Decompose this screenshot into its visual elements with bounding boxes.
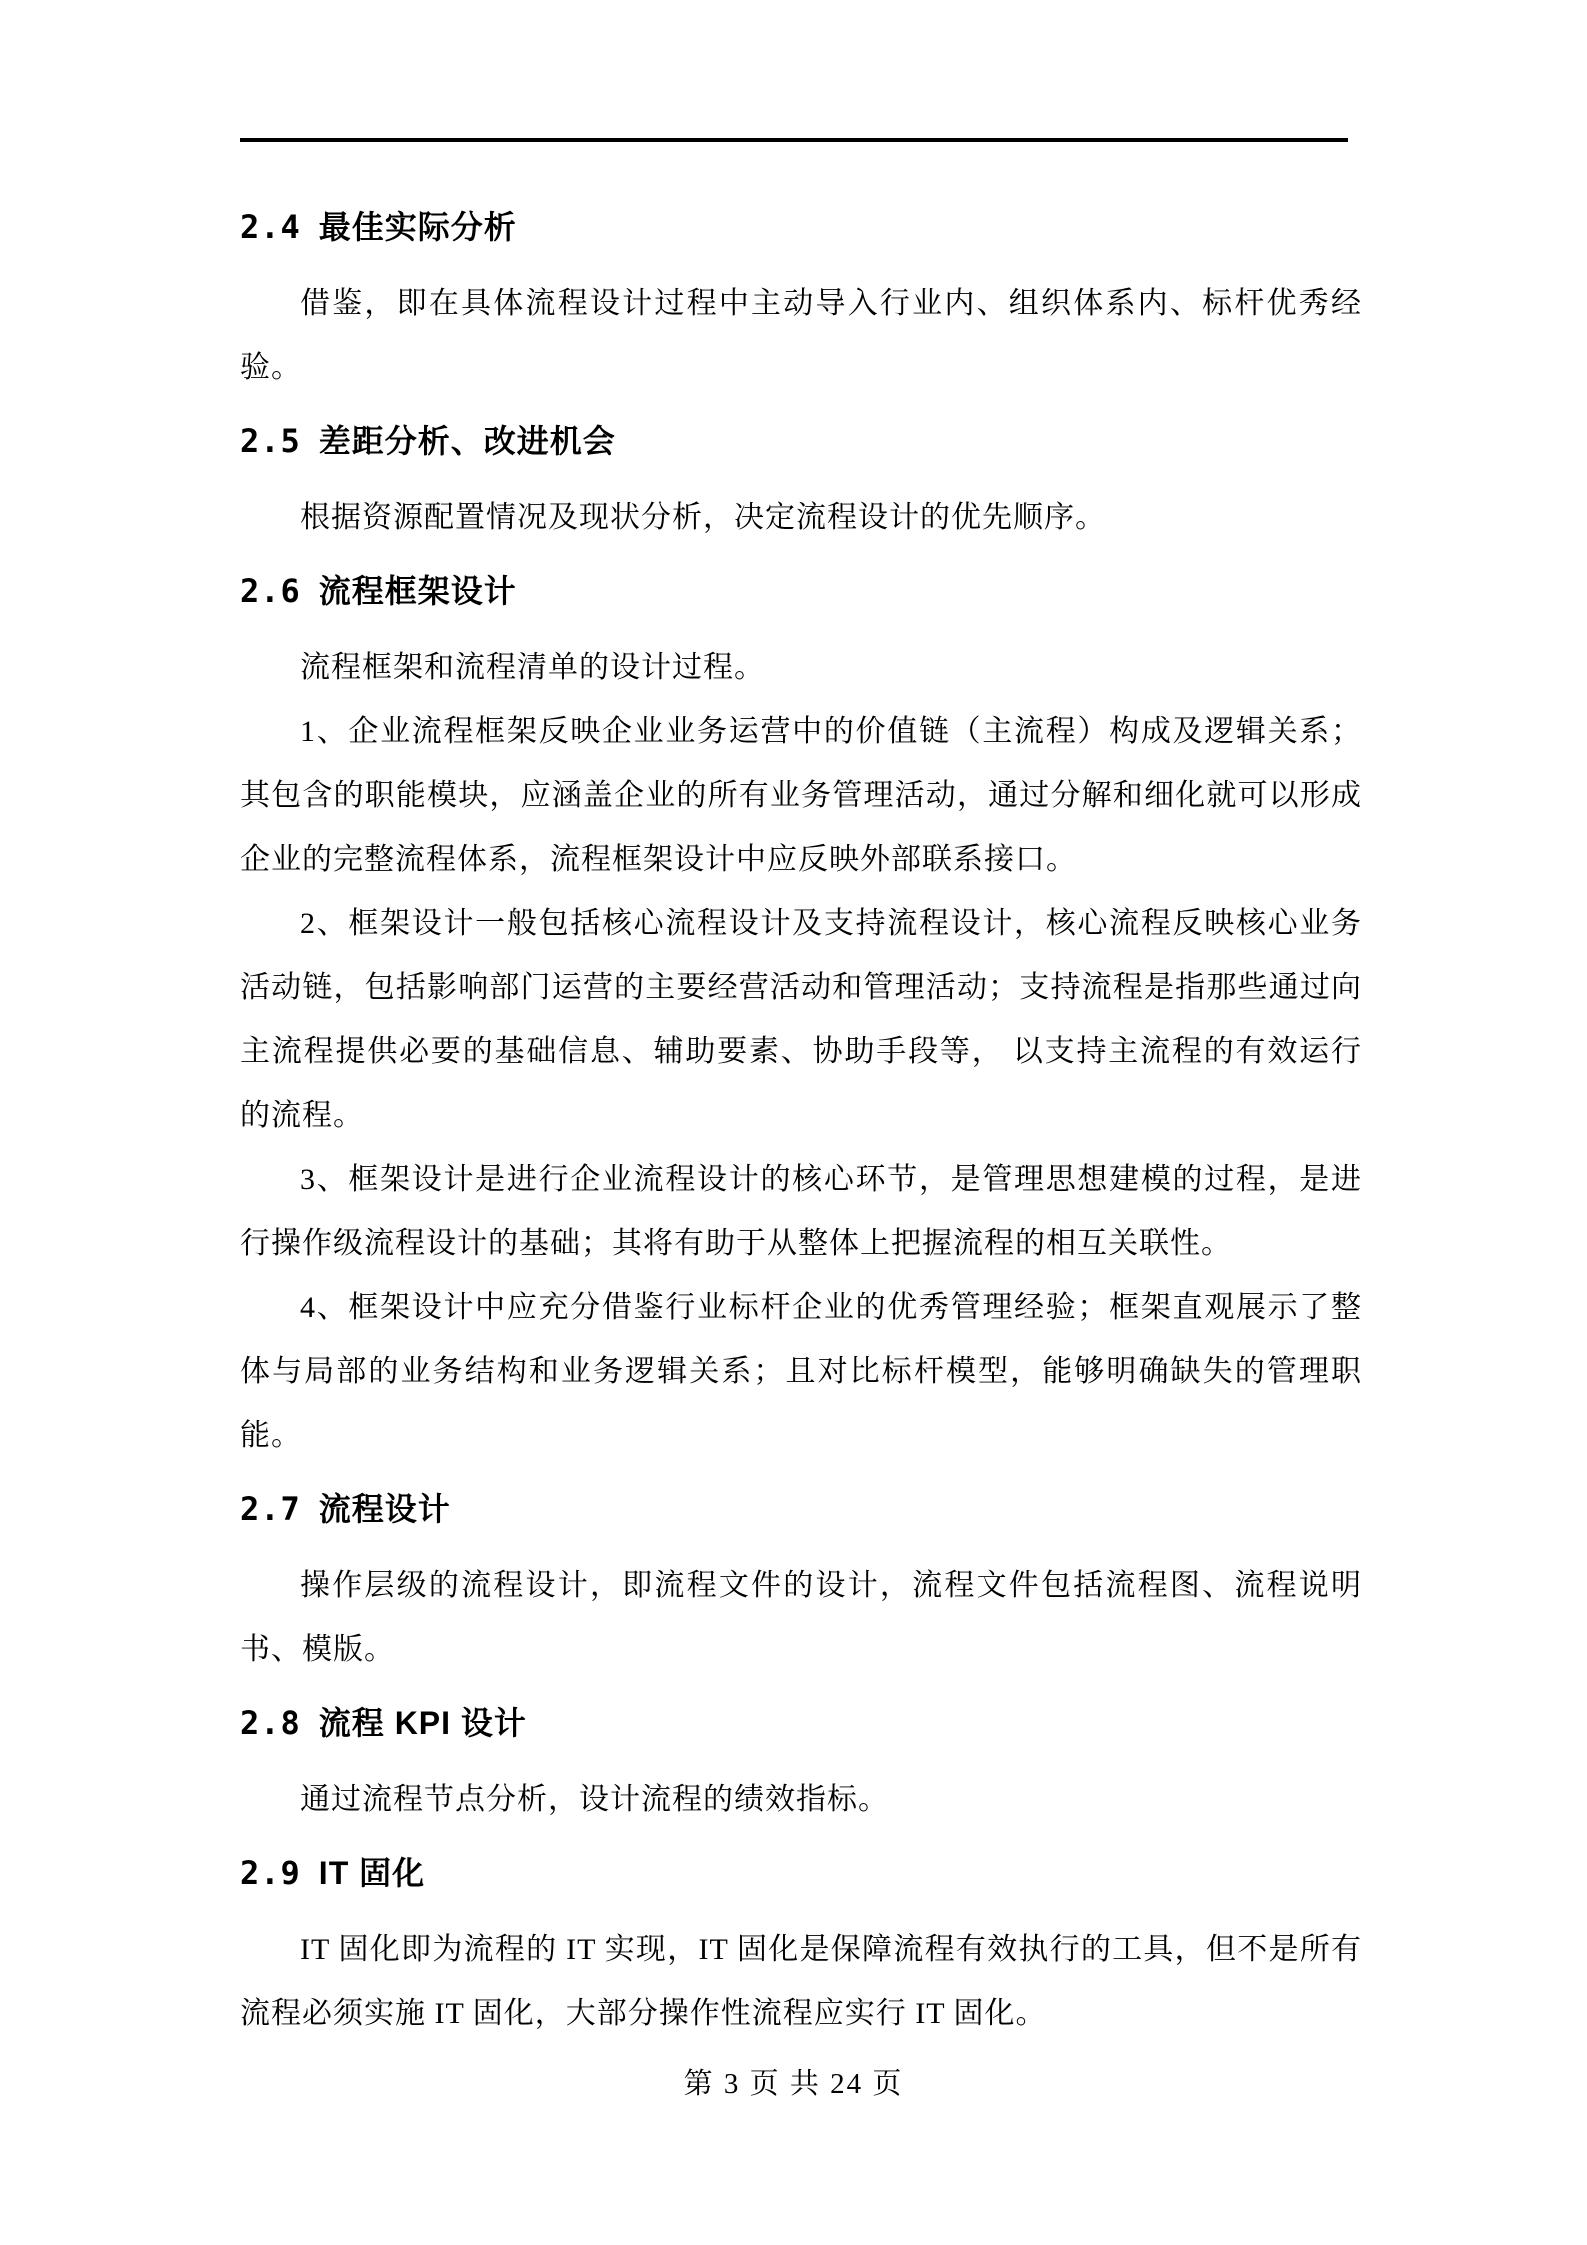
section-heading-2-8 bbox=[240, 1704, 1362, 1742]
document-body bbox=[240, 142, 1362, 2046]
paragraph-2-6-item-3: 3、框架设计是进行企业流程设计的核心环节，是管理思想建模的过程，是进行操作级流程设计的基础；其将有助于从整体上把握流程的相互关联性。 bbox=[240, 1163, 1362, 1260]
paragraph-2-6-intro: 流程框架和流程清单的设计过程。 bbox=[300, 651, 765, 684]
section-number: 2.4 bbox=[240, 208, 301, 246]
section-title: 流程 KPI 设计 bbox=[318, 1705, 527, 1741]
section-heading-2-6 bbox=[240, 572, 1362, 610]
section-number: 2.6 bbox=[240, 572, 301, 610]
section-heading-2-7 bbox=[240, 1490, 1362, 1528]
section-title: 最佳实际分析 bbox=[318, 209, 517, 245]
section-number: 2.7 bbox=[240, 1490, 301, 1528]
section-number: 2.9 bbox=[240, 1854, 301, 1892]
page-number-footer: 第 3 页 共 24 页 bbox=[683, 2068, 904, 2100]
section-heading-2-4 bbox=[240, 208, 1362, 246]
paragraph-2-5: 根据资源配置情况及现状分析，决定流程设计的优先顺序。 bbox=[300, 501, 1106, 534]
section-title: 流程框架设计 bbox=[318, 573, 517, 609]
section-heading-2-9 bbox=[240, 1854, 1362, 1892]
section-number: 2.8 bbox=[240, 1704, 301, 1742]
section-title: 差距分析、改进机会 bbox=[318, 423, 616, 459]
paragraph-2-8: 通过流程节点分析，设计流程的绩效指标。 bbox=[300, 1783, 889, 1816]
section-number: 2.5 bbox=[240, 422, 301, 460]
paragraph-2-9: IT 固化即为流程的 IT 实现，IT 固化是保障流程有效执行的工具，但不是所有流程必须实施 IT 固化，大部分操作性流程应实行 IT 固化。 bbox=[240, 1933, 1362, 2030]
section-heading-2-5 bbox=[240, 422, 1362, 460]
section-title: 流程设计 bbox=[318, 1491, 451, 1527]
section-title: IT 固化 bbox=[318, 1855, 426, 1891]
paragraph-2-7: 操作层级的流程设计，即流程文件的设计，流程文件包括流程图、流程说明书、模版。 bbox=[240, 1569, 1362, 1666]
paragraph-2-4: 借鉴，即在具体流程设计过程中主动导入行业内、组织体系内、标杆优秀经验。 bbox=[240, 287, 1362, 384]
paragraph-2-6-item-2: 2、框架设计一般包括核心流程设计及支持流程设计，核心流程反映核心业务活动链，包括影响部门运营的主要经营活动和管理活动；支持流程是指那些通过向主流程提供必要的基础信息、辅助要素、协助手段等， 以支持主流程的有效运行的流程。 bbox=[240, 907, 1362, 1132]
paragraph-2-6-item-1: 1、企业流程框架反映企业业务运营中的价值链（主流程）构成及逻辑关系；其包含的职能模块，应涵盖企业的所有业务管理活动，通过分解和细化就可以形成企业的完整流程体系，流程框架设计中应反映外部联系接口。 bbox=[240, 715, 1362, 876]
paragraph-2-6-item-4: 4、框架设计中应充分借鉴行业标杆企业的优秀管理经验；框架直观展示了整体与局部的业务结构和业务逻辑关系；且对比标杆模型，能够明确缺失的管理职能。 bbox=[240, 1291, 1362, 1452]
